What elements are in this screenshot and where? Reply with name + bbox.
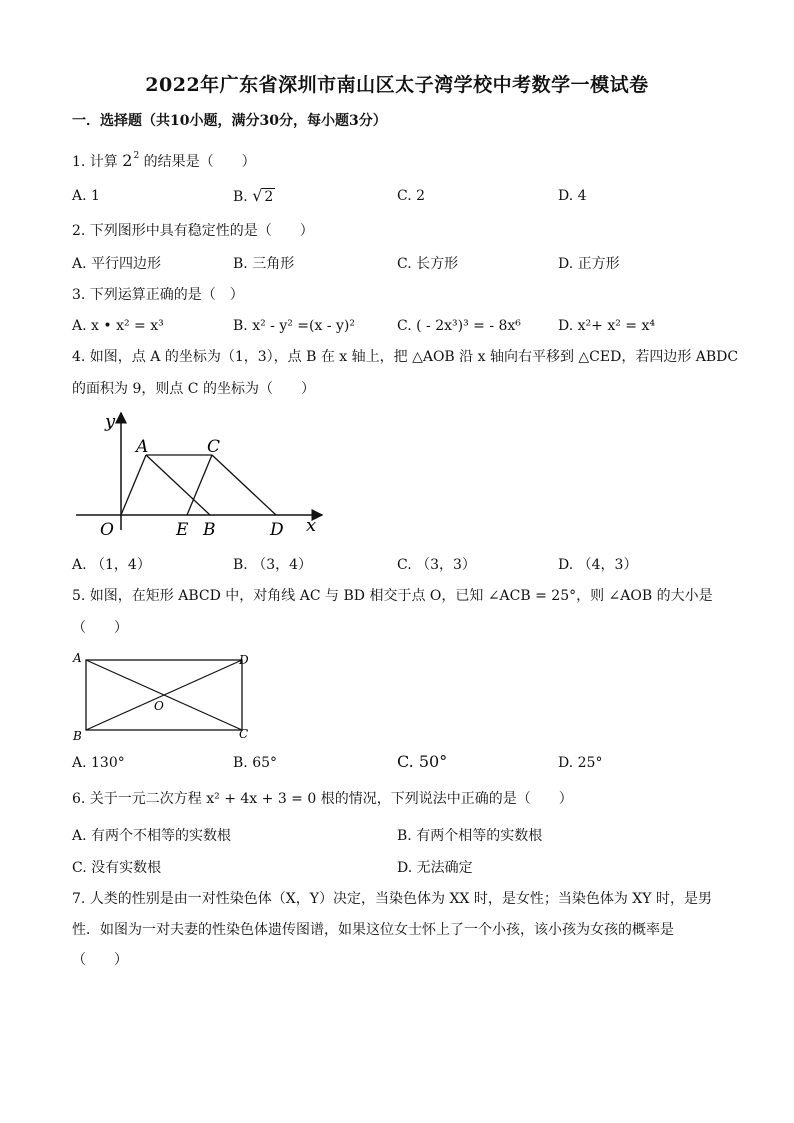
- question-7-line-1: 7. 人类的性别是由一对性染色体（X，Y）决定，当染色体为 XX 时，是女性；当染色体为 XY 时，是男: [72, 891, 712, 907]
- segment-ab: [146, 455, 210, 515]
- q4-option-b[interactable]: B. （3，4）: [233, 557, 313, 573]
- q1-option-b-radicand: 2: [264, 189, 274, 205]
- question-1: [72, 146, 256, 172]
- q5-option-d[interactable]: D. 25°: [558, 755, 603, 771]
- q1-option-a[interactable]: A. 1: [72, 188, 100, 204]
- question-6: 6. 关于一元二次方程 x² + 4x + 3 = 0 根的情况，下列说法中正确的是（ ）: [72, 791, 573, 807]
- q5-figure: [70, 648, 260, 744]
- q1-option-b-label: B.: [233, 189, 253, 205]
- q6-option-a[interactable]: A. 有两个不相等的实数根: [72, 828, 232, 844]
- q3-option-a[interactable]: A. x • x² = x³: [72, 318, 164, 334]
- rect-label-c: C: [239, 727, 249, 741]
- q2-option-b[interactable]: B. 三角形: [233, 256, 295, 272]
- page-title: 2022年广东省深圳市南山区太子湾学校中考数学一模试卷: [145, 74, 649, 96]
- label-x: x: [306, 515, 317, 536]
- q1-base: 2: [122, 151, 133, 170]
- question-7-line-3: （ ）: [72, 952, 128, 968]
- q5-option-b[interactable]: B. 65°: [233, 755, 278, 771]
- question-3: 3. 下列运算正确的是（ ）: [72, 287, 244, 303]
- rect-label-o: O: [154, 699, 164, 713]
- q1-prefix: 1. 计算: [72, 154, 123, 170]
- q1-option-b[interactable]: [233, 186, 275, 207]
- segment-cd: [212, 455, 276, 515]
- question-4-line-1: 4. 如图，点 A 的坐标为（1，3），点 B 在 x 轴上，把 △AOB 沿 x 轴向右平移到 △CED，若四边形 ABDC: [72, 349, 739, 365]
- q4-option-a[interactable]: A. （1，4）: [72, 557, 151, 573]
- question-4-line-2: 的面积为 9，则点 C 的坐标为（ ）: [72, 381, 315, 397]
- q1-suffix: 的结果是（ ）: [139, 154, 256, 170]
- q1-option-c[interactable]: C. 2: [397, 188, 426, 204]
- label-d: D: [270, 520, 284, 540]
- q4-option-d[interactable]: D. （4，3）: [558, 557, 638, 573]
- question-5-line-2: （ ）: [72, 620, 128, 636]
- q1-option-d[interactable]: D. 4: [558, 188, 587, 204]
- q1-exponent: 2: [133, 151, 140, 161]
- q6-option-b[interactable]: B. 有两个相等的实数根: [397, 828, 543, 844]
- label-y: y: [105, 411, 116, 432]
- q4-option-c[interactable]: C. （3，3）: [397, 557, 476, 573]
- label-a: A: [136, 437, 149, 457]
- q2-option-c[interactable]: C. 长方形: [397, 256, 459, 272]
- q5-option-a[interactable]: A. 130°: [72, 755, 125, 771]
- rect-label-b: B: [73, 729, 82, 743]
- label-b: B: [203, 520, 216, 540]
- label-o: O: [100, 520, 114, 540]
- label-e: E: [176, 520, 189, 540]
- segment-oa: [121, 455, 146, 515]
- rect-label-a: A: [73, 651, 82, 665]
- q3-option-c[interactable]: C. ( - 2x³)³ = - 8x⁶: [397, 318, 521, 334]
- q3-option-b[interactable]: B. x² - y² =(x - y)²: [233, 318, 356, 334]
- q5-option-c[interactable]: C. 50°: [397, 752, 448, 771]
- q2-option-d[interactable]: D. 正方形: [558, 256, 620, 272]
- question-2: 2. 下列图形中具有稳定性的是（ ）: [72, 223, 314, 239]
- section-title: 一．选择题（共10小题，满分30分，每小题3分）: [72, 113, 387, 129]
- question-5-line-1: 5. 如图，在矩形 ABCD 中，对角线 AC 与 BD 相交于点 O，已知 ∠ACB = 25°，则 ∠AOB 的大小是: [72, 588, 713, 604]
- question-7-line-2: 性．如图为一对夫妻的性染色体遗传图谱，如果这位女士怀上了一个小孩，该小孩为女孩的概率是: [72, 922, 674, 938]
- q4-figure: [72, 405, 342, 545]
- rect-label-d: D: [239, 653, 249, 667]
- q3-option-d[interactable]: D. x²+ x² = x⁴: [558, 318, 655, 334]
- q6-option-d[interactable]: D. 无法确定: [397, 860, 473, 876]
- q2-option-a[interactable]: A. 平行四边形: [72, 256, 162, 272]
- q6-option-c[interactable]: C. 没有实数根: [72, 860, 162, 876]
- sqrt-icon: √: [252, 186, 263, 205]
- label-c: C: [207, 437, 221, 457]
